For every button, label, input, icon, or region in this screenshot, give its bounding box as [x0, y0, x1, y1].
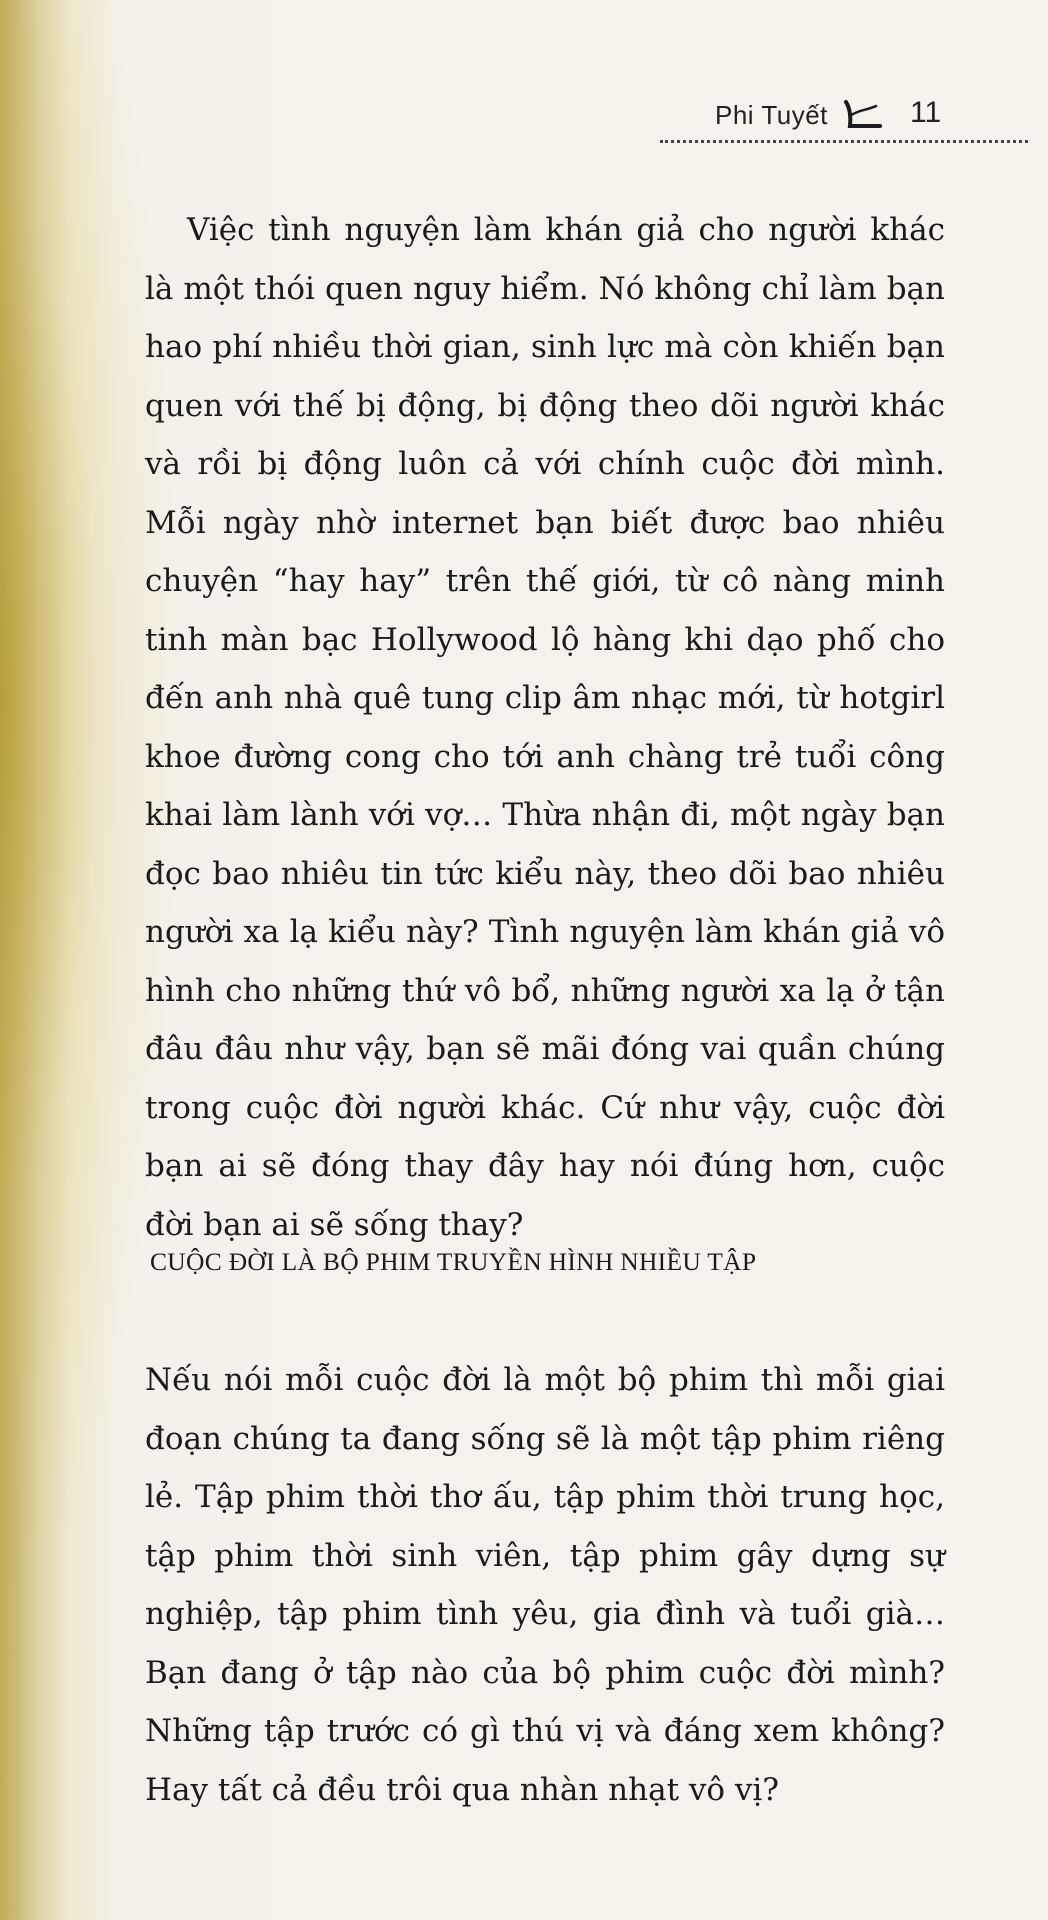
- running-head-author: Phi Tuyết: [715, 100, 828, 130]
- section-heading: CUỘC ĐỜI LÀ BỘ PHIM TRUYỀN HÌNH NHIỀU TẬP: [150, 1247, 757, 1276]
- page-header: [660, 92, 1030, 152]
- paragraph-2: Nếu nói mỗi cuộc đời là một bộ phim thì mỗi giai đoạn chúng ta đang sống sẽ là một tập phim riêng lẻ. Tập phim thời thơ ấu, tập phim thời trung học, tập phim thời sinh viên, tập phim gây dựng sự nghiệp, tập phim tình yêu, gia đình và tuổi già… Bạn đang ở tập nào của bộ phim cuộc đời mình? Những tập trước có gì thú vị và đáng xem không? Hay tất cả đều trôi qua nhàn nhạt vô vị?: [145, 1362, 945, 1808]
- flourish-ornament-icon: [842, 98, 888, 132]
- header-dotted-rule: [660, 140, 1028, 143]
- paragraph-1: Việc tình nguyện làm khán giả cho người khác là một thói quen nguy hiểm. Nó không chỉ làm bạn hao phí nhiều thời gian, sinh lực mà còn khiến bạn quen với thế bị động, bị động theo dõi người khác và rồi bị động luôn cả với chính cuộc đời mình. Mỗi ngày nhờ internet bạn biết được bao nhiêu chuyện “hay hay” trên thế giới, từ cô nàng minh tinh màn bạc Hollywood lộ hàng khi dạo phố cho đến anh nhà quê tung clip âm nhạc mới, từ hotgirl khoe đường cong cho tới anh chàng trẻ tuổi công khai làm lành với vợ… Thừa nhận đi, một ngày bạn đọc bao nhiêu tin tức kiểu này, theo dõi bao nhiêu người xa lạ kiểu này? Tình nguyện làm khán giả vô hình cho những thứ vô bổ, những người xa lạ ở tận đâu đâu như vậy, bạn sẽ mãi đóng vai quần chúng trong cuộc đời người khác. Cứ như vậy, cuộc đời bạn ai sẽ đóng thay đây hay nói đúng hơn, cuộc đời bạn ai sẽ sống thay?: [145, 212, 945, 1243]
- page-number: 11: [910, 96, 942, 129]
